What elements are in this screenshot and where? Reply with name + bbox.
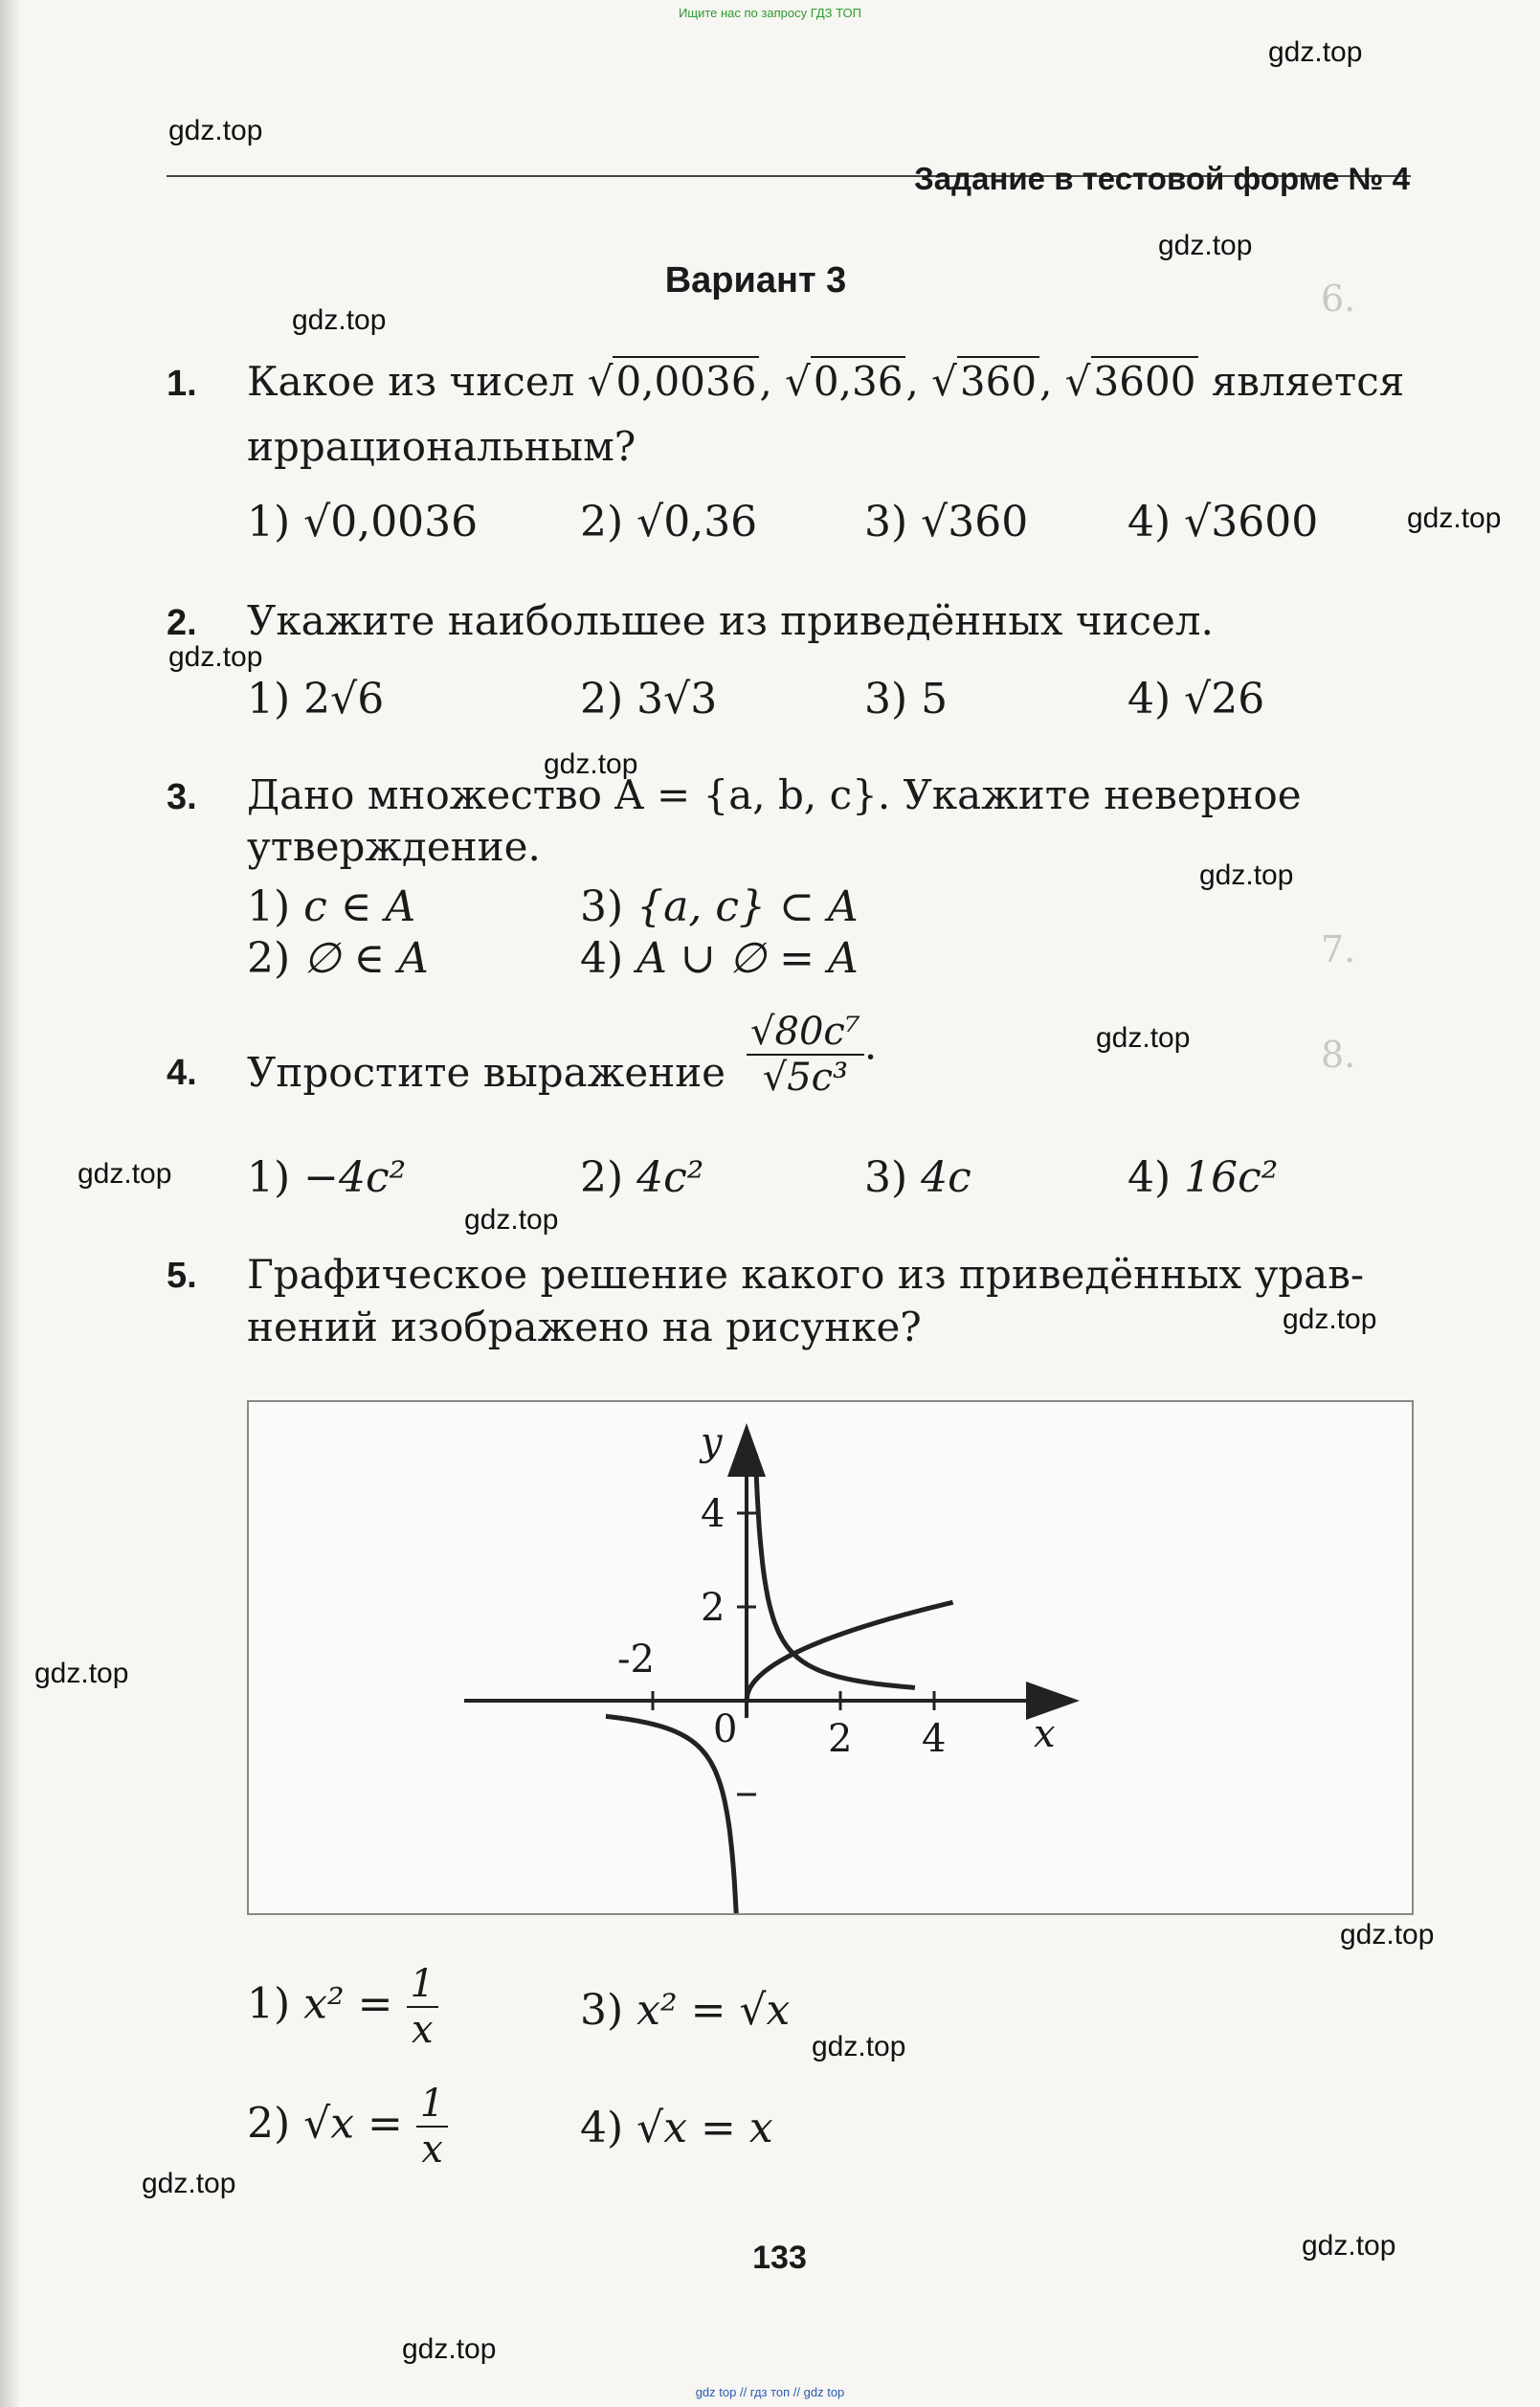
watermark: gdz.top <box>1283 1304 1377 1335</box>
x-tick-label: 4 <box>922 1717 947 1761</box>
watermark: gdz.top <box>34 1658 129 1689</box>
watermark: gdz.top <box>1268 36 1363 68</box>
x-axis-label: x <box>1034 1712 1056 1756</box>
question-text-line2: утверждение. <box>247 823 541 870</box>
answer-option[interactable]: 4) √x = x <box>580 2104 773 2152</box>
question-text-line2: нений изображено на рисунке? <box>247 1304 922 1350</box>
answer-option[interactable]: 1) −4c² <box>247 1153 407 1202</box>
question-number: 5. <box>167 1256 197 1296</box>
page-shadow-edge <box>0 0 21 2407</box>
question-number: 3. <box>167 777 197 817</box>
answer-option[interactable]: 4) √26 <box>1127 675 1265 724</box>
top-note: Ищите нас по запросу ГДЗ ТОП <box>679 6 861 20</box>
watermark: gdz.top <box>1407 502 1502 534</box>
question-number: 4. <box>167 1053 197 1093</box>
bleed-text: 8. <box>1321 1034 1356 1076</box>
answer-option[interactable]: 4) √3600 <box>1127 498 1319 546</box>
sqrt-curve <box>747 1602 953 1701</box>
watermark: gdz.top <box>812 2031 906 2062</box>
y-tick-label: 4 <box>701 1492 725 1536</box>
watermark: gdz.top <box>544 748 638 780</box>
watermark: gdz.top <box>78 1158 172 1190</box>
watermark: gdz.top <box>168 115 263 146</box>
bleed-text: 7. <box>1321 928 1356 970</box>
answer-option[interactable]: 1) c ∈ A <box>247 882 416 931</box>
answer-option[interactable]: 3) {a, c} ⊂ A <box>580 882 859 931</box>
watermark: gdz.top <box>464 1204 559 1236</box>
section-header: Задание в тестовой форме № 4 <box>914 161 1410 196</box>
answer-option[interactable]: 1) √0,0036 <box>247 498 479 546</box>
x-tick-label: -2 <box>617 1638 655 1682</box>
question-text-line2: иррациональным? <box>247 423 636 470</box>
watermark: gdz.top <box>1302 2230 1396 2262</box>
variant-title: Вариант 3 <box>664 260 847 301</box>
answer-option[interactable]: 3) √360 <box>864 498 1029 546</box>
x-tick-label: 2 <box>828 1717 853 1761</box>
origin-label: 0 <box>713 1707 738 1751</box>
question-number: 2. <box>167 603 197 643</box>
function-graph <box>249 1402 1412 1913</box>
answer-option[interactable]: 2) 4c² <box>580 1153 704 1202</box>
graph-frame <box>247 1400 1414 1915</box>
watermark: gdz.top <box>1096 1022 1191 1054</box>
answer-option[interactable]: 3) 4c <box>864 1153 971 1202</box>
question-text: Укажите наибольшее из приведённых чисел. <box>247 597 1214 644</box>
watermark: gdz.top <box>1158 230 1253 261</box>
answer-option[interactable]: 4) 16c² <box>1127 1153 1279 1202</box>
y-axis-label: y <box>701 1420 723 1464</box>
answer-option[interactable]: 1) x² = $\frac{1}{x}$ <box>247 1962 438 2052</box>
question-text: Дано множество A = {a, b, c}. Укажите неверное <box>247 771 1302 818</box>
watermark: gdz.top <box>1199 859 1294 891</box>
watermark: gdz.top <box>142 2168 236 2199</box>
question-number: 1. <box>167 364 197 404</box>
watermark: gdz.top <box>402 2333 497 2365</box>
answer-option[interactable]: 3) 5 <box>864 675 949 724</box>
question-text: Упростите выражение <box>247 1049 726 1096</box>
bleed-text: 6. <box>1321 278 1356 320</box>
answer-option[interactable]: 3) x² = √x <box>580 1986 791 2035</box>
watermark: gdz.top <box>292 304 387 336</box>
answer-option[interactable]: 2) √0,36 <box>580 498 758 546</box>
answer-option[interactable]: 2) ∅ ∈ A <box>247 934 429 983</box>
watermark: gdz.top <box>1340 1919 1435 1950</box>
page-number: 133 <box>752 2240 807 2276</box>
watermark: gdz.top <box>168 641 263 673</box>
question-text: Какое из чисел √0,0036, √0,36, √360, √3600 является <box>247 358 1405 405</box>
expression-fraction: $\frac{\text{√80c⁷}}{\text{√5c³}}$ . <box>747 1010 877 1100</box>
y-tick-label: 2 <box>701 1586 725 1630</box>
hyperbola-branch <box>755 1454 915 1687</box>
answer-option[interactable]: 2) 3√3 <box>580 675 718 724</box>
answer-option[interactable]: 4) A ∪ ∅ = A <box>580 934 859 983</box>
answer-option[interactable]: 1) 2√6 <box>247 675 385 724</box>
bottom-note: gdz top // гдз топ // gdz top <box>695 2385 845 2399</box>
answer-option[interactable]: 2) √x = $\frac{1}{x}$ <box>247 2082 448 2172</box>
question-text: Графическое решение какого из приведённых урав- <box>247 1251 1365 1298</box>
